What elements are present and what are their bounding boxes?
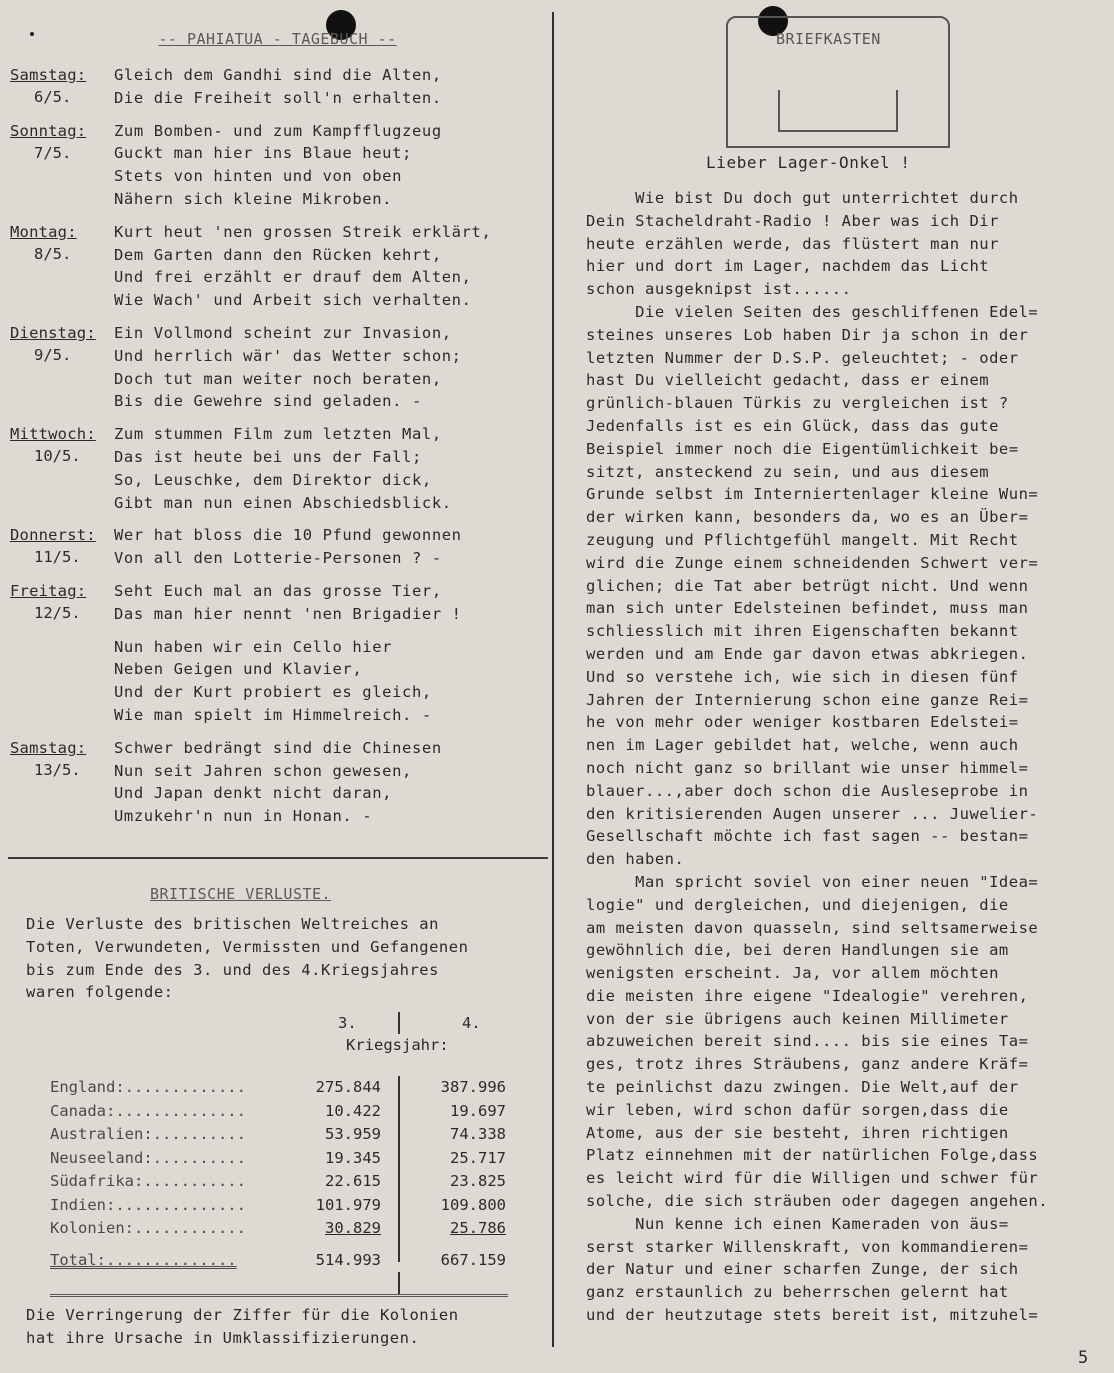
total-double-rule: [50, 1294, 508, 1297]
table-column-bar-total: [398, 1272, 400, 1294]
day-name: Sonntag:: [10, 121, 87, 140]
letter-line: Grunde selbst im Interniertenlager kleine Wun=: [586, 485, 1039, 504]
letter-line: heute erzählen werde, das flüstert man nur: [586, 234, 999, 253]
diary-day: [10, 580, 114, 626]
verse-line: Das ist heute bei uns der Fall;: [114, 447, 422, 466]
column-bar: [398, 1012, 400, 1034]
day-name: Dienstag:: [10, 323, 96, 342]
letter-line: grünlich-blauen Türkis zu vergleichen ist ?: [586, 394, 1009, 413]
day-name: Montag:: [10, 222, 77, 241]
losses-column-header: [26, 1008, 541, 1058]
intro-line: Toten, Verwundeten, Vermissten und Gefangenen: [26, 937, 469, 956]
losses-table: [26, 1076, 541, 1272]
diary-entry: [10, 221, 545, 312]
stamp-label: BRIEFKASTEN: [776, 30, 881, 48]
day-name: Samstag:: [10, 738, 87, 757]
verse-line: Nun haben wir ein Cello hier: [114, 637, 393, 656]
letter-line: Dein Stacheldraht-Radio ! Aber was ich Dir: [586, 211, 999, 230]
letter-line: gewöhnlich die, bei deren Handlungen sie am: [586, 941, 1009, 960]
losses-row: [26, 1100, 541, 1124]
verse-line: Und Japan denkt nicht daran,: [114, 784, 393, 803]
year3-cell: 22.615: [325, 1172, 381, 1191]
year3-cell: 275.844: [315, 1078, 381, 1097]
verse-line: Zum stummen Film zum letzten Mal,: [114, 425, 442, 444]
day-name: Samstag:: [10, 66, 87, 84]
day-date: 9/5.: [34, 345, 72, 364]
letter-line: Gesellschaft möchte ich fast sagen -- bestan=: [586, 827, 1029, 846]
diary-day: [10, 64, 114, 110]
losses-title: BRITISCHE VERLUSTE.: [150, 885, 332, 903]
day-date: 8/5.: [34, 244, 72, 263]
diary-entry: [10, 120, 545, 211]
letter-line: Platz einnehmen mit der natürlichen Folge,dass: [586, 1146, 1039, 1165]
letter-line: glichen; die Tat aber betrügt nicht. Und wenn: [586, 576, 1029, 595]
verse-line: Wie Wach' und Arbeit sich verhalten.: [114, 291, 472, 310]
letter-line: es leicht wird für die Willigen und schwer für: [586, 1169, 1039, 1188]
diary-entry: [10, 423, 545, 514]
diary-entry: [10, 636, 545, 727]
letter-line: solche, die sich sträuben oder dagegen angehen.: [586, 1192, 1049, 1211]
letter-line: Atome, aus der sie besteht, ihren richtigen: [586, 1123, 1009, 1142]
letter-line: letzten Nummer der D.S.P. geleuchtet; - oder: [586, 348, 1019, 367]
diary-entries: [10, 64, 545, 828]
day-name: Freitag:: [10, 581, 87, 600]
diary-verse: [114, 524, 462, 570]
verse-line: Von all den Lotterie-Personen ? -: [114, 549, 442, 568]
country-cell: Kolonien:............: [50, 1219, 246, 1238]
losses-note: [26, 1304, 541, 1350]
verse-line: Bis die Gewehre sind geladen. -: [114, 392, 422, 411]
country-cell: Total:..............: [50, 1250, 237, 1269]
letter-line: und der heutzutage stets bereit ist, mitzuhel=: [586, 1306, 1039, 1325]
intro-line: waren folgende:: [26, 983, 174, 1002]
letter-line: werden und am Ende gar davon etwas abkriegen.: [586, 644, 1029, 663]
diary-verse: [114, 580, 462, 626]
letter-line: sitzt, ansteckend zu sein, und aus diesem: [586, 462, 990, 481]
letter-line: hast Du vielleicht gedacht, dass er einem: [586, 371, 990, 390]
year4-cell: 74.338: [450, 1125, 506, 1144]
briefkasten-stamp: [726, 16, 950, 148]
letter-line: schliesslich mit ihren Eigenschaften bekannt: [586, 622, 1019, 641]
diary-day: [10, 423, 114, 514]
verse-line: Und herrlich wär' das Wetter schon;: [114, 346, 462, 365]
day-date: 13/5.: [34, 760, 81, 779]
country-cell: Indien:..............: [50, 1195, 246, 1214]
day-name: Donnerst:: [10, 526, 96, 545]
verse-line: Schwer bedrängt sind die Chinesen: [114, 738, 442, 757]
page-number: 5: [1078, 1348, 1089, 1368]
year4-cell: 109.800: [440, 1195, 506, 1214]
losses-row: [26, 1147, 541, 1171]
diary-day: [10, 737, 114, 828]
year3-cell: 19.345: [325, 1148, 381, 1167]
diary-verse: [114, 423, 452, 514]
diary-entry: [10, 64, 545, 110]
country-cell: Südafrika:...........: [50, 1172, 246, 1191]
diary-verse: [114, 64, 442, 110]
letter-line: Jedenfalls ist es ein Glück, dass das gute: [586, 416, 999, 435]
intro-line: Die Verluste des britischen Weltreiches an: [26, 915, 439, 933]
verse-line: Das man hier nennt 'nen Brigadier !: [114, 604, 462, 623]
verse-line: Guckt man hier ins Blaue heut;: [114, 144, 412, 163]
year4-cell: 25.717: [450, 1148, 506, 1167]
verse-line: Nähern sich kleine Mikroben.: [114, 189, 393, 208]
year4-cell: 23.825: [450, 1172, 506, 1191]
losses-row: [26, 1076, 541, 1100]
letter-line: Und so verstehe ich, wie sich in diesen fünf: [586, 667, 1019, 686]
day-name: Mittwoch:: [10, 425, 96, 444]
diary-section: [10, 30, 545, 838]
section-divider: [8, 857, 548, 859]
verse-line: Neben Geigen und Klavier,: [114, 660, 363, 679]
letter-line: ganz erstaunlich zu beherrschen gelernt hat: [586, 1283, 1009, 1302]
letter-line: he von mehr oder weniger kostbaren Edelstei=: [586, 713, 1019, 732]
diary-day: [10, 322, 114, 413]
country-cell: England:.............: [50, 1078, 246, 1097]
losses-row: [26, 1249, 541, 1273]
letter-line: zeugung und Pflichtgefühl mangelt. Mit Recht: [586, 530, 1019, 549]
year3-cell: 101.979: [315, 1195, 381, 1214]
verse-line: So, Leuschke, dem Direktor dick,: [114, 470, 432, 489]
letter-line: te peinlichst dazu zwingen. Die Welt,auf der: [586, 1078, 1019, 1097]
diary-verse: [114, 120, 442, 211]
letter-line: nen im Lager gebildet hat, welche, wenn auch: [586, 736, 1019, 755]
diary-entry: [10, 322, 545, 413]
diary-day: [10, 221, 114, 312]
verse-line: Zum Bomben- und zum Kampfflugzeug: [114, 121, 442, 140]
col-label: Kriegsjahr:: [346, 1036, 449, 1055]
verse-line: Seht Euch mal an das grosse Tier,: [114, 581, 442, 600]
column-divider: [552, 12, 554, 1347]
letter-line: der Natur und einer scharfen Zunge, der sich: [586, 1260, 1019, 1279]
letter-line: Wie bist Du doch gut unterrichtet durch: [586, 189, 1019, 207]
letter-line: hier und dort im Lager, nachdem das Licht: [586, 257, 990, 276]
country-cell: Canada:..............: [50, 1101, 246, 1120]
letter-line: ges, trotz ihres Sträubens, ganz andere Kräf=: [586, 1055, 1029, 1074]
verse-line: Und frei erzählt er drauf dem Alten,: [114, 268, 472, 287]
diary-title: -- PAHIATUA - TAGEBUCH --: [158, 30, 397, 48]
verse-line: Gleich dem Gandhi sind die Alten,: [114, 66, 442, 84]
letter-body: [586, 187, 1101, 1327]
losses-row: [26, 1217, 541, 1241]
year3-cell: 514.993: [315, 1250, 381, 1269]
verse-line: Kurt heut 'nen grossen Streik erklärt,: [114, 222, 492, 241]
letter-line: steines unseres Lob haben Dir ja schon in der: [586, 325, 1029, 344]
letter-line: am meisten davon quasseln, sind seltsamerweise: [586, 918, 1039, 937]
letter-line: serst starker Willenskraft, von kommandieren=: [586, 1237, 1029, 1256]
verse-line: Wer hat bloss die 10 Pfund gewonnen: [114, 526, 462, 545]
year4-cell: 25.786: [450, 1219, 506, 1238]
letter-greeting: Lieber Lager-Onkel !: [706, 153, 911, 172]
losses-row: [26, 1123, 541, 1147]
verse-line: Stets von hinten und von oben: [114, 167, 403, 186]
verse-line: Umzukehr'n nun in Honan. -: [114, 807, 373, 826]
letter-line: blauer...,aber doch schon die Ausleseprobe in: [586, 781, 1029, 800]
diary-entry: [10, 524, 545, 570]
year4-cell: 19.697: [450, 1101, 506, 1120]
col-year-4: 4.: [462, 1014, 481, 1033]
diary-day: [10, 524, 114, 570]
year3-cell: 10.422: [325, 1101, 381, 1120]
letter-line: man sich unter Edelsteinen befindet, muss man: [586, 599, 1029, 618]
letter-line: noch nicht ganz so brillant wie unser himmel=: [586, 758, 1029, 777]
diary-verse: [114, 221, 491, 312]
verse-line: Nun seit Jahren schon gewesen,: [114, 761, 412, 780]
year3-cell: 30.829: [325, 1219, 381, 1238]
diary-entry: [10, 737, 545, 828]
day-date: 10/5.: [34, 447, 81, 466]
letter-line: der wirken kann, besonders da, wo es an Über=: [586, 508, 1029, 527]
losses-section: [26, 885, 541, 1350]
verse-line: Wie man spielt im Himmelreich. -: [114, 705, 432, 724]
verse-line: Ein Vollmond scheint zur Invasion,: [114, 323, 452, 342]
verse-line: Und der Kurt probiert es gleich,: [114, 683, 432, 702]
letter-line: Nun kenne ich einen Kameraden von äus=: [586, 1214, 1009, 1233]
letter-line: logie" und dergleichen, und diejenigen, die: [586, 895, 1009, 914]
letter-line: wird die Zunge einem schneidenden Schwert ver=: [586, 553, 1039, 572]
year4-cell: 387.996: [440, 1078, 506, 1097]
col-year-3: 3.: [338, 1014, 357, 1033]
intro-line: bis zum Ende des 3. und des 4.Kriegsjahres: [26, 960, 439, 979]
letter-line: den kritisierenden Augen unserer ... Juwelier-: [586, 804, 1039, 823]
verse-line: Gibt man nun einen Abschiedsblick.: [114, 493, 452, 512]
letter-line: wenigsten erscheint. Ja, vor allem möchten: [586, 964, 999, 983]
day-date: 11/5.: [34, 548, 81, 567]
letter-line: schon ausgeknipst ist......: [586, 280, 852, 299]
year4-cell: 667.159: [440, 1250, 506, 1269]
day-date: 12/5.: [34, 603, 81, 622]
letter-line: Man spricht soviel von einer neuen "Idea=: [586, 872, 1039, 891]
diary-entry: [10, 580, 545, 626]
letter-line: den haben.: [586, 850, 685, 869]
diary-day: [10, 120, 114, 211]
country-cell: Australien:..........: [50, 1125, 246, 1144]
diary-verse: [114, 737, 442, 828]
note-line: hat ihre Ursache in Umklassifizierungen.: [26, 1328, 420, 1347]
stamp-box-icon: [778, 90, 898, 132]
losses-row: [26, 1194, 541, 1218]
letter-line: Beispiel immer noch die Eigentümlichkeit be=: [586, 439, 1019, 458]
day-date: 7/5.: [34, 143, 72, 162]
country-cell: Neuseeland:..........: [50, 1148, 246, 1167]
diary-verse: [114, 636, 432, 727]
day-date: 6/5.: [34, 88, 72, 106]
verse-line: Die die Freiheit soll'n erhalten.: [114, 88, 442, 107]
note-line: Die Verringerung der Ziffer für die Kolonien: [26, 1306, 459, 1325]
letter-line: von der sie übrigens auch keinen Millimeter: [586, 1009, 1009, 1028]
letter-line: Jahren der Internierung schon eine ganze Rei=: [586, 690, 1029, 709]
losses-row: [26, 1170, 541, 1194]
verse-line: Dem Garten dann den Rücken kehrt,: [114, 245, 442, 264]
letter-line: wir leben, wird schon dafür sorgen,dass die: [586, 1100, 1009, 1119]
letter-line: die meisten ihre eigene "Idealogie" verehren,: [586, 986, 1029, 1005]
year3-cell: 53.959: [325, 1125, 381, 1144]
verse-line: Doch tut man weiter noch beraten,: [114, 369, 442, 388]
losses-intro: [26, 913, 541, 1004]
letter-line: Die vielen Seiten des geschliffenen Edel=: [586, 302, 1039, 321]
letter-line: abzuweichen bereit sind.... bis sie eines Ta=: [586, 1032, 1029, 1051]
diary-verse: [114, 322, 462, 413]
